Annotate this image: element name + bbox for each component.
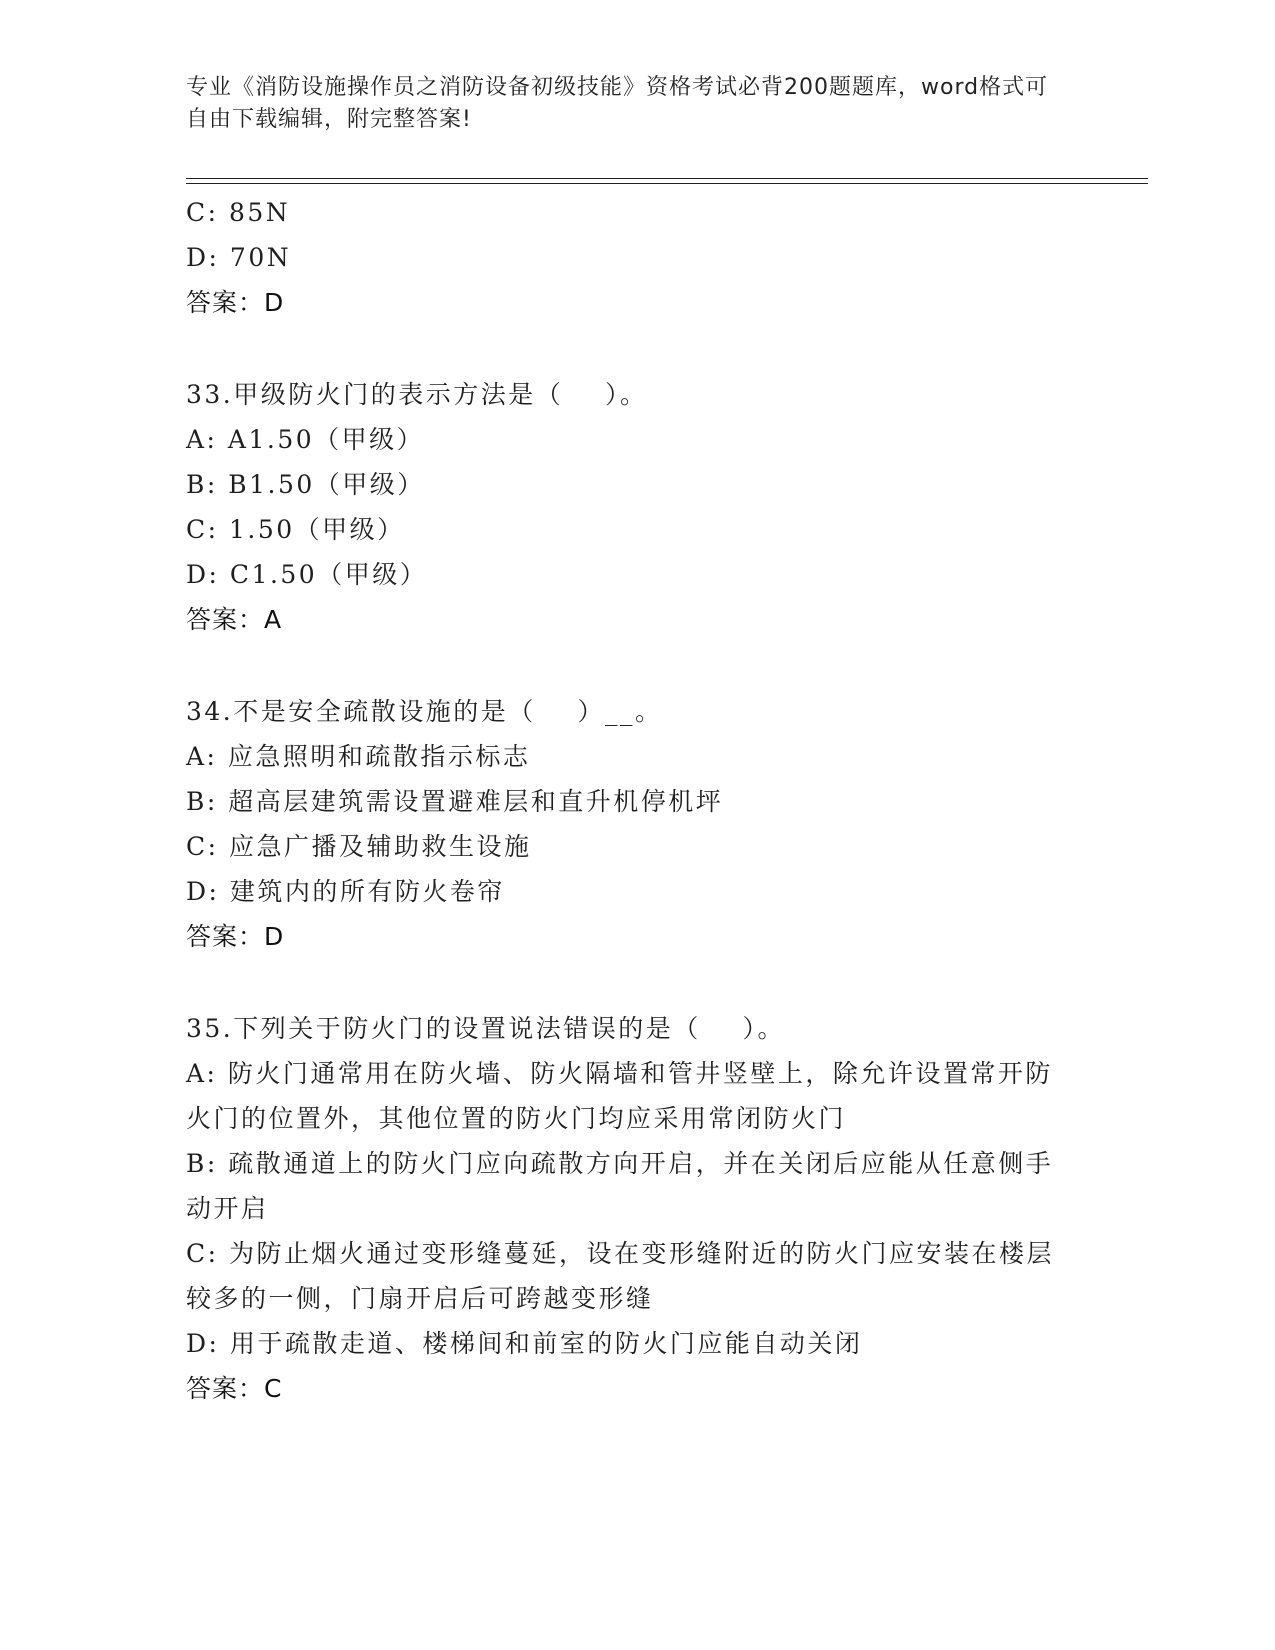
question-stem: 34.不是安全疏散设施的是（ ）__。 <box>186 697 663 726</box>
option-d: D: 用于疏散走道、楼梯间和前室的防火门应能自动关闭 <box>186 1329 863 1358</box>
document-header: 专业《消防设施操作员之消防设备初级技能》资格考试必背200题题库，word格式可自由下载编辑，附完整答案! <box>186 75 1049 132</box>
option-a: A: A1.50（甲级） <box>186 425 425 454</box>
option-c: C: 为防止烟火通过变形缝蔓延，设在变形缝附近的防火门应安装在楼层较多的一侧，门扇开启后可跨越变形缝 <box>186 1239 1055 1313</box>
option-b: B: 超高层建筑需设置避难层和直升机停机坪 <box>186 787 724 816</box>
option-c: C: 85N <box>186 198 291 227</box>
answer-line: 答案：D <box>186 288 285 317</box>
header-rule-bottom <box>186 183 1148 184</box>
previous-question-tail <box>186 190 1076 325</box>
answer-line: 答案：C <box>186 1374 283 1403</box>
option-d: D: 70N <box>186 243 292 272</box>
spacer <box>186 959 1076 1006</box>
question-stem: 35.下列关于防火门的设置说法错误的是（ ）。 <box>186 1014 786 1043</box>
option-c: C: 应急广播及辅助救生设施 <box>186 832 532 861</box>
spacer <box>186 642 1076 689</box>
option-a: A: 应急照明和疏散指示标志 <box>186 742 531 771</box>
option-a: A: 防火门通常用在防火墙、防火隔墙和管井竖壁上，除允许设置常开防火门的位置外，其他位置的防火门均应采用常闭防火门 <box>186 1059 1053 1133</box>
header-rule-top <box>186 178 1148 179</box>
option-c: C: 1.50（甲级） <box>186 515 405 544</box>
document-body <box>186 190 1076 1411</box>
option-d: D: C1.50（甲级） <box>186 560 428 589</box>
option-b: B: B1.50（甲级） <box>186 470 425 499</box>
question-33 <box>186 372 1076 642</box>
question-stem: 33.甲级防火门的表示方法是（ ）。 <box>186 380 648 409</box>
answer-line: 答案：A <box>186 605 283 634</box>
spacer <box>186 325 1076 372</box>
option-d: D: 建筑内的所有防火卷帘 <box>186 877 505 906</box>
answer-line: 答案：D <box>186 922 285 951</box>
question-34 <box>186 689 1076 959</box>
option-b: B: 疏散通道上的防火门应向疏散方向开启，并在关闭后应能从任意侧手动开启 <box>186 1149 1054 1223</box>
question-35 <box>186 1006 1076 1411</box>
